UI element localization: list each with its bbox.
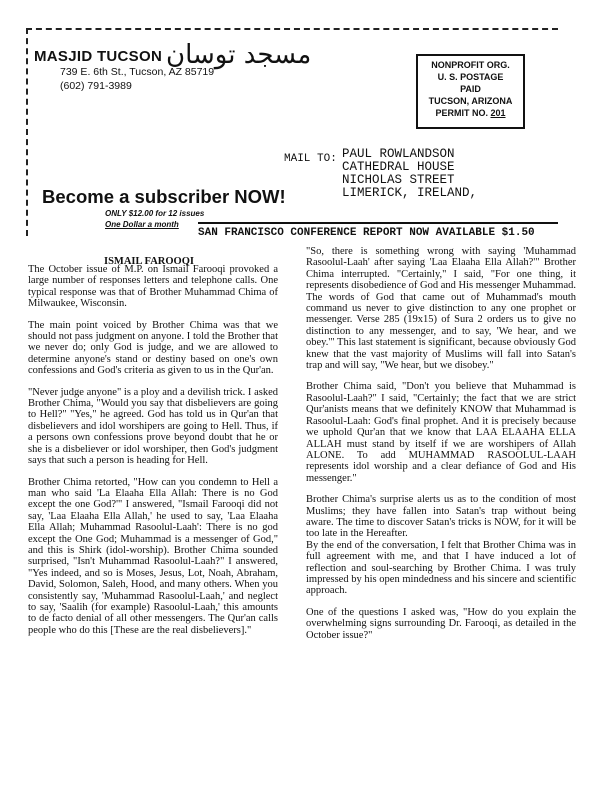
paragraph: Brother Chima said, "Don't you believe that Muhammad is Rasoolul-Laah?" I said, "Certainly; the fact that we are strict Qur'anists means that we definitely KNOW that Muhammad is Rasoolul-Laah: God's final prophet. And it is precisely because we uphold Qur'an that we know that LAA ELAAHA ELLA ALLAH must stand by itself if we are worshipers of Allah ALONE. To add MUHAMMAD RASOOLUL-LAAH represents idol worship and a clear defiance of God and His messenger." [306,381,576,484]
article-right-column [306,246,576,651]
postage-line: NONPROFIT ORG. [431,60,510,70]
postage-line: U. S. POSTAGE [437,72,504,82]
subscribe-headline: Become a subscriber NOW! [42,186,286,207]
permit-number [418,107,523,119]
subscription-offer [105,208,204,230]
phone-line: (602) 791-3989 [60,80,132,92]
article-title: ISMAIL FAROOQI [104,256,194,267]
postage-line: PAID [460,84,481,94]
article-left-column [28,264,278,646]
address-line: 739 E. 6th St., Tucson, AZ 85719 [60,66,215,78]
paragraph: The main point voiced by Brother Chima was that we should not pass judgment on anyone. I told the Brother that we never do; only God is judge, and we are allowed to determine anyone's stand or destiny based on one's own confessions and God's criteria as given to us in the Qur'an. [28,319,278,377]
recipient-line: LIMERICK, IRELAND, [342,186,478,200]
paragraph: The October issue of M.P. on Ismail Farooqi provoked a large number of responses letters and telephone calls. One typical response was that of Brother Muhammad Chima of Milwaukee, Wisconsin. [28,264,278,310]
paragraph: By the end of the conversation, I felt that Brother Chima was in full agreement with me, and that I have induced a lot of reflection and soul-searching by Brother Chima. I was truly impressed by his open mindedness and his sincere and scientific approach. [306,539,576,597]
paragraph: Brother Chima retorted, "How can you condemn to Hell a man who said 'La Elaaha Ella Allah: There is no God except the one God?'" I answered, "Ismail Farooqi did not say, 'Laa Elaaha Ella Allah,' he used to say, 'Laa Elaaha Ella Allah; Muhammad Rasoolul-Laah': There is no god except the One God; Muhammad is a messenger of God," and this is Shirk (idol-worship). Brother Chima sounded surprised, "Isn't Muhammad Rasoolul-Laah?" I answered, "Yes indeed, and so is Moses, Jesus, Lot, Noah, Abraham, David, Solomon, Saleh, Hood, and many others. When you consistently say, 'Muhammad Rasoolul-Laah,' and neglect to say, 'Saalih (for example) Rasoolul-Laah,' this amounts to de facto denial of all other messengers. The Qur'an calls people who do this [These are the real disbelievers]." [28,476,278,636]
recipient-line: CATHEDRAL HOUSE [342,160,455,174]
permit-label: PERMIT NO. [435,108,488,118]
mail-to-label: MAIL TO: [284,153,337,165]
paragraph: "So, there is something wrong with saying 'Muhammad Rasoolul-Laah' after saying 'Laa Elaaha Ella Allah?'" Brother Chima interrupted. "Certainly," I said, "For one thing, it represents disobedience of God and His messenger Muhammad. The words of God that came out of Muhammad's mouth command us never to give distinction to any one prophet or messenger. Verse 285 (19x15) of Sura 2 orders us to give no distinction to any messenger, and to say, 'We hear, and we obey.'" This last statement is significant, because obviously God knew that the vast majority of Muslims will fall into Satan's trap and will say, "We hear, but we disobey." [306,246,577,372]
paragraph: "Never judge anyone" is a ploy and a devilish trick. I asked Brother Chima, "Would you say that disbelievers are going to Hell?" "Yes," he agreed. God has told us in Qur'an that disbelievers and idol worshipers are going to Hell. Thus, if a persons own confessions prove beyond doubt that he or she is a disbeliever or idol worshiper, then God's judgment says that such a person is heading for Hell. [28,386,278,467]
paragraph: Brother Chima's surprise alerts us as to the condition of most Muslims; they have fallen into Satan's trap without being aware. The time to discover Satan's tricks is NOW, for it will be too late in the Hereafter. [306,494,576,540]
per-month-line: One Dollar a month [105,220,179,229]
recipient-line: PAUL ROWLANDSON [342,147,455,161]
arabic-logo: مسجد توسان [166,40,312,70]
conference-banner: SAN FRANCISCO CONFERENCE REPORT NOW AVAILABLE $1.50 [198,222,558,239]
postage-permit-box [416,54,525,129]
recipient-line: NICHOLAS STREET [342,173,455,187]
price-line: ONLY $12.00 for 12 issues [105,209,205,218]
paragraph: One of the questions I asked was, "How do you explain the overwhelming signs surrounding Dr. Farooqi, as detailed in the October issue?" [306,606,576,641]
postage-line: TUCSON, ARIZONA [428,96,513,106]
permit-value: 201 [490,108,506,118]
org-name: MASJID TUCSON [34,48,163,65]
